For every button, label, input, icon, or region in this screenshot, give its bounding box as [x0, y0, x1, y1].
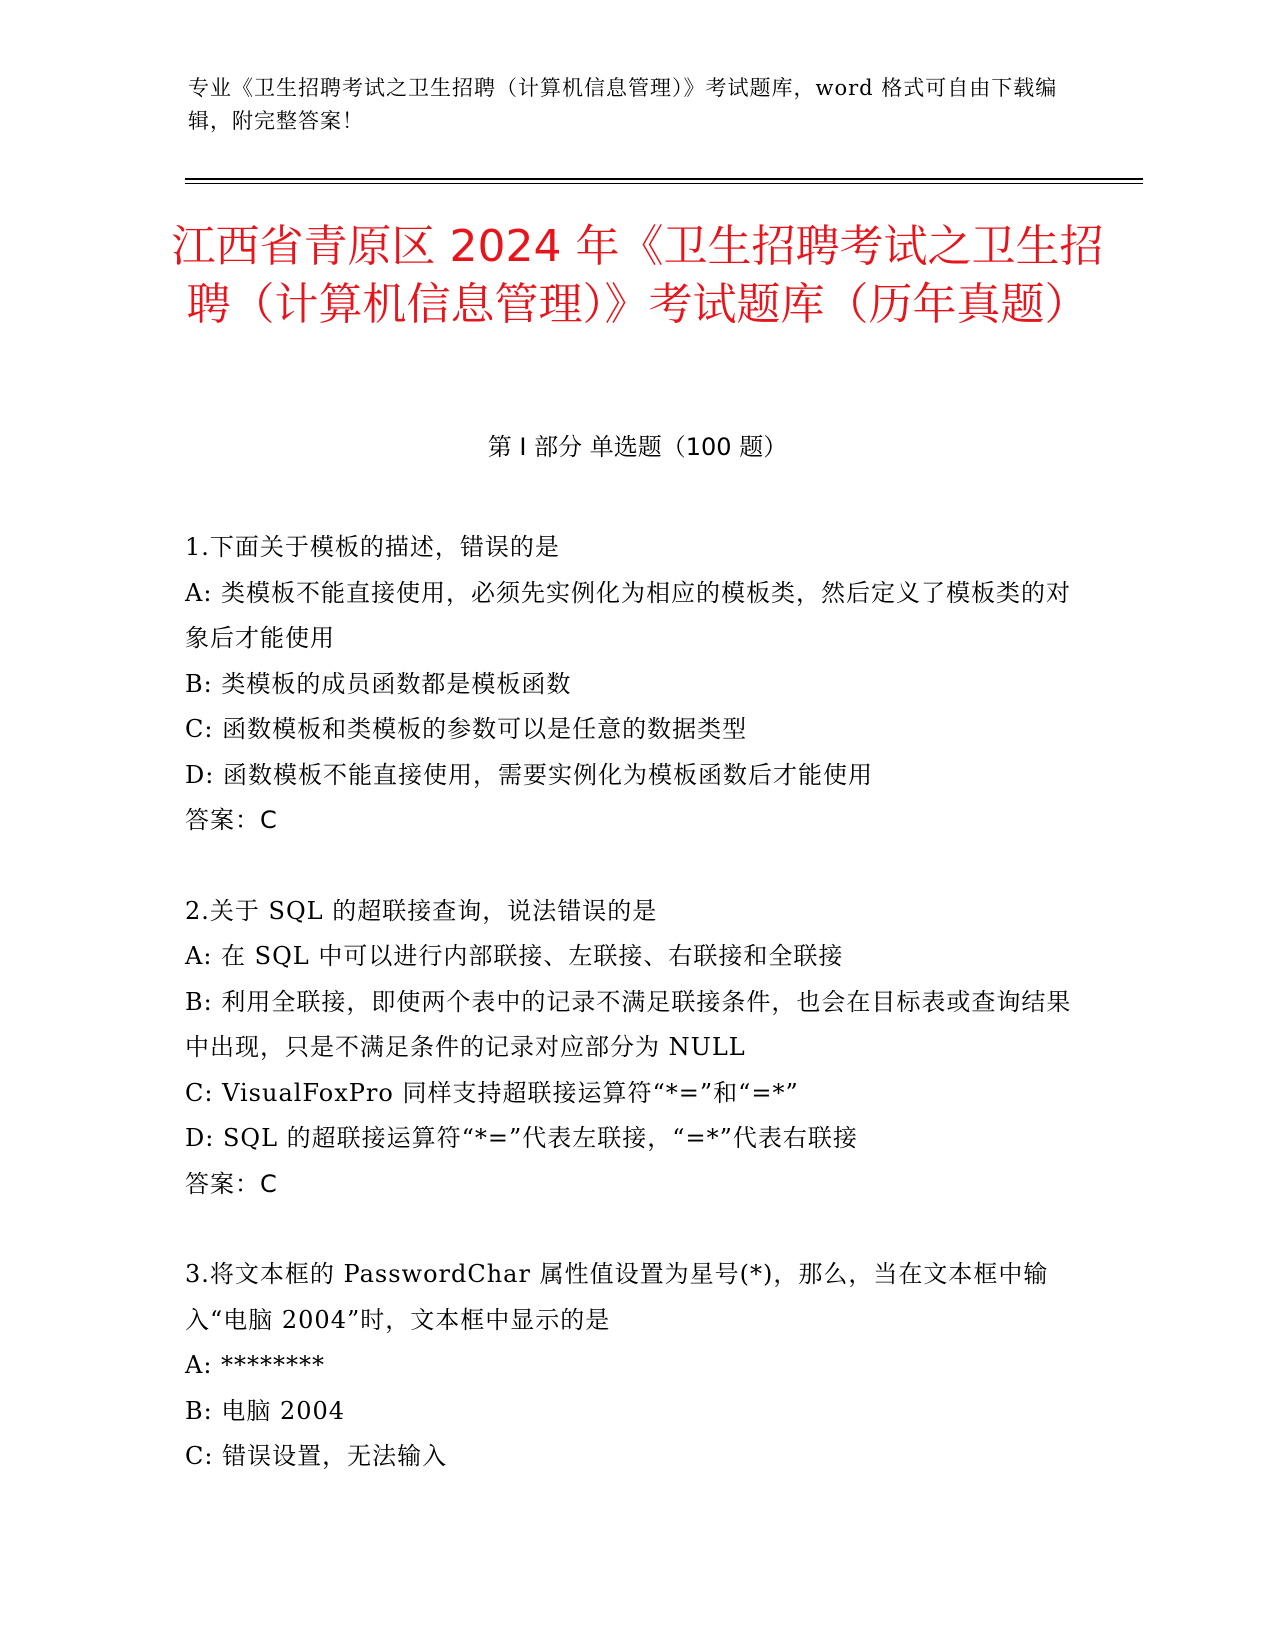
option-c: C: VisualFoxPro 同样支持超联接运算符“*=”和“=*” — [185, 1078, 799, 1107]
option-d: D: 函数模板不能直接使用，需要实例化为模板函数后才能使用 — [185, 760, 873, 789]
section-heading: 第 I 部分 单选题（100 题） — [487, 433, 788, 461]
header-divider-thin — [185, 183, 1143, 184]
option-b: B: 类模板的成员函数都是模板函数 — [185, 669, 572, 698]
option-a: A: 类模板不能直接使用，必须先实例化为相应的模板类，然后定义了模板类的对象后才能使用 — [185, 578, 1072, 652]
document-title: 江西省青原区 2024 年《卫生招聘考试之卫生招聘（计算机信息管理）》考试题库（历年真题） — [171, 221, 1104, 330]
question-1 — [185, 525, 1085, 844]
answer: 答案：C — [185, 1169, 278, 1198]
question-list — [185, 525, 1085, 1525]
question-stem: 2.关于 SQL 的超联接查询，说法错误的是 — [185, 896, 658, 925]
header-divider-thick — [185, 178, 1143, 180]
option-b: B: 利用全联接，即使两个表中的记录不满足联接条件，也会在目标表或查询结果中出现，只是不满足条件的记录对应部分为 NULL — [185, 987, 1072, 1061]
question-2 — [185, 889, 1085, 1208]
question-3 — [185, 1252, 1085, 1480]
question-stem: 1.下面关于模板的描述，错误的是 — [185, 533, 560, 561]
option-c: C: 函数模板和类模板的参数可以是任意的数据类型 — [185, 715, 748, 743]
option-a: A: ******** — [185, 1351, 326, 1379]
option-a: A: 在 SQL 中可以进行内部联接、左联接、右联接和全联接 — [185, 942, 844, 970]
option-c: C: 错误设置，无法输入 — [185, 1442, 448, 1470]
question-stem: 3.将文本框的 PasswordChar 属性值设置为星号(*)，那么，当在文本框中输入“电脑 2004”时，文本框中显示的是 — [185, 1260, 1049, 1334]
option-b: B: 电脑 2004 — [185, 1396, 346, 1425]
header-note: 专业《卫生招聘考试之卫生招聘（计算机信息管理）》考试题库，word 格式可自由下载编辑，附完整答案！ — [188, 76, 1058, 133]
answer: 答案：C — [185, 806, 278, 834]
option-d: D: SQL 的超联接运算符“*=”代表左联接，“=*”代表右联接 — [185, 1124, 858, 1152]
